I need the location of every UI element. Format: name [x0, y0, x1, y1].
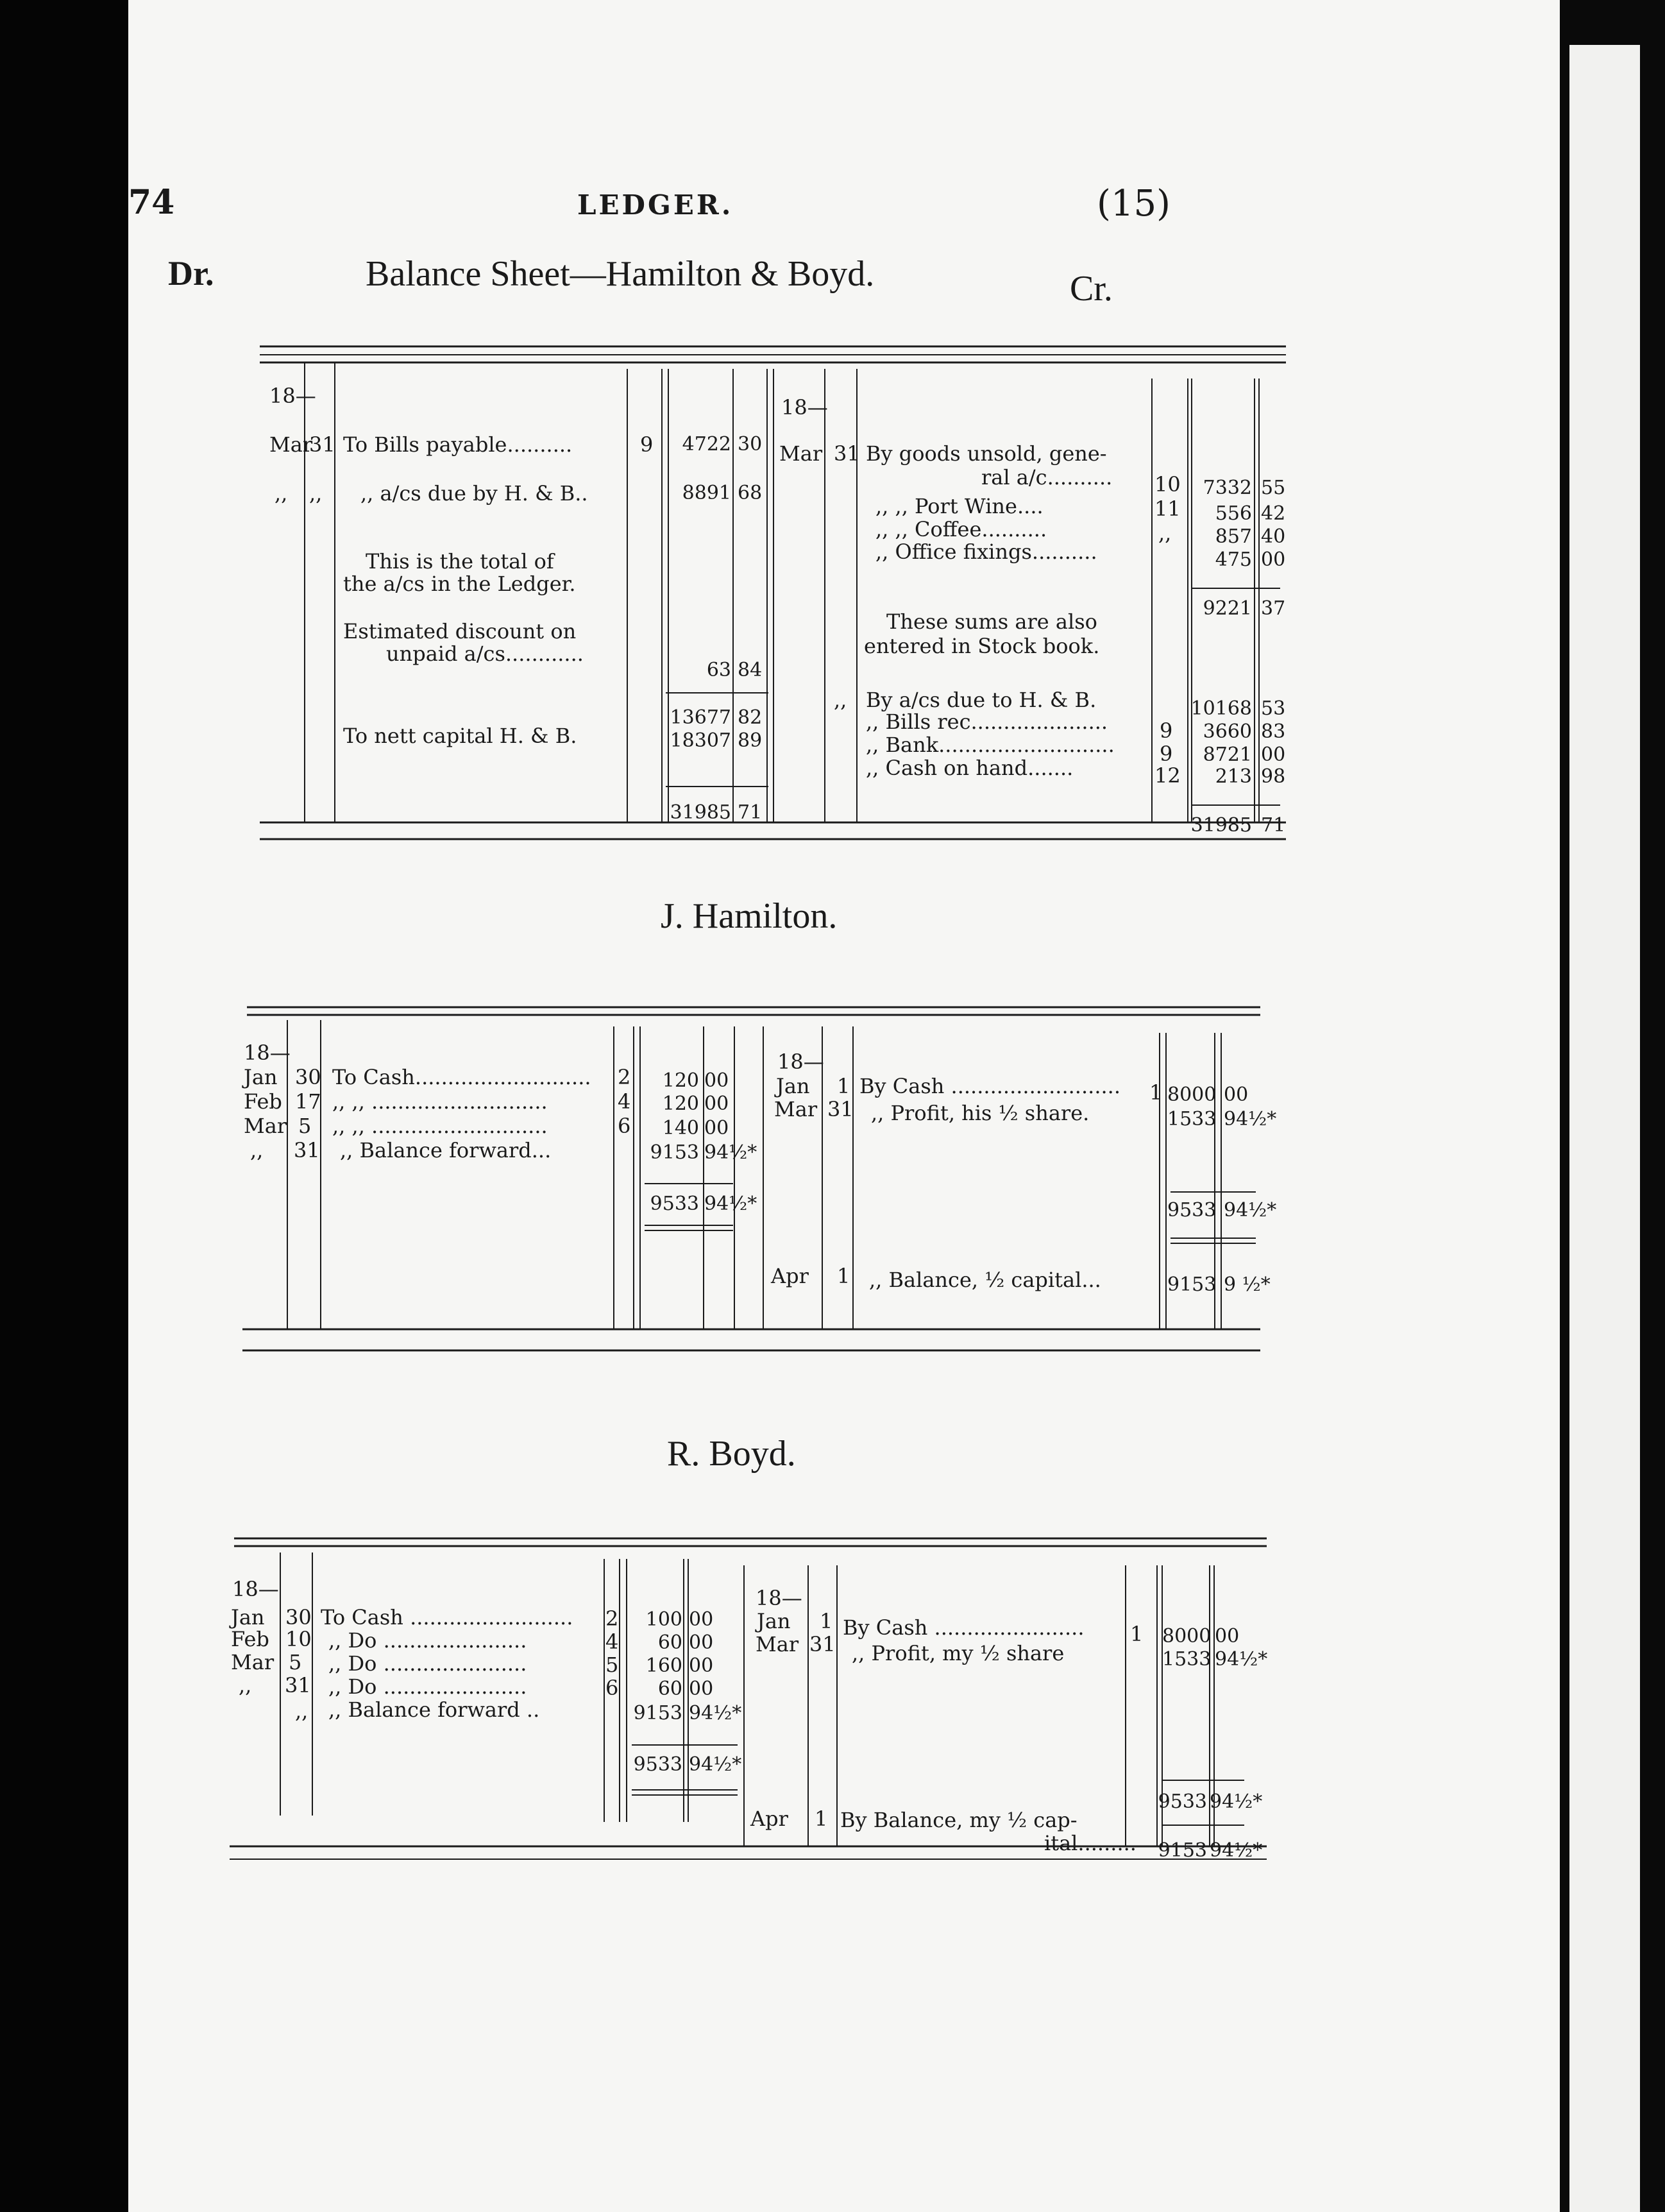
hamilton-credit-month: Mar: [774, 1097, 818, 1121]
hamilton-debit-month: Mar: [244, 1114, 287, 1138]
boyd-debit-fo: 4: [605, 1629, 619, 1654]
boyd-account-title: R. Boyd.: [667, 1434, 796, 1474]
hamilton-balance-month: Apr: [771, 1264, 809, 1288]
hamilton-debit-month: Jan: [244, 1065, 278, 1089]
credit-fo: 10: [1154, 472, 1181, 497]
boyd-credit-cents: 00: [1215, 1625, 1240, 1647]
credit-cents: 42: [1261, 502, 1286, 525]
boyd-balance-day: 1: [815, 1807, 828, 1831]
boyd-debit-fo: 2: [605, 1606, 619, 1631]
credit-cents: 00: [1261, 549, 1286, 571]
discount-note: Estimated discount on: [343, 619, 577, 643]
credit-fo: ,,: [1158, 521, 1172, 545]
hamilton-debit-cents: 00: [704, 1069, 729, 1092]
credit-amount: 3660: [1203, 720, 1252, 743]
hamilton-balance-cents: 9 ½*: [1224, 1273, 1271, 1296]
boyd-credit-amount: 1533: [1162, 1648, 1212, 1671]
hamilton-debit-amount: 120: [662, 1069, 699, 1092]
credit-cents: 83: [1261, 720, 1286, 743]
goods-total-cents: 37: [1261, 597, 1286, 620]
credit-cents: 98: [1261, 765, 1286, 788]
credit-amount: 556: [1215, 502, 1252, 525]
boyd-credit-desc: By Cash .......................: [843, 1615, 1085, 1640]
hamilton-debit-day: 17: [295, 1089, 321, 1114]
credit-desc: ,, Cash on hand.......: [866, 756, 1074, 780]
goods-unsold-desc: By goods unsold, gene-: [866, 441, 1107, 466]
debit-month: ,,: [275, 481, 288, 506]
hamilton-debit-total-amount: 9533: [650, 1193, 699, 1215]
credit-ditto: ,,: [834, 688, 847, 712]
hamilton-debit-amount: 140: [662, 1117, 699, 1139]
stock-book-note: entered in Stock book.: [864, 634, 1100, 658]
hamilton-credit-day: 1: [837, 1074, 850, 1098]
debit-fo: 9: [640, 432, 654, 457]
credit-day: 31: [834, 441, 860, 466]
hamilton-debit-month: Feb: [244, 1089, 282, 1114]
debit-desc: To Bills payable..........: [343, 432, 573, 457]
goods-unsold-desc: ral a/c..........: [981, 465, 1113, 489]
credit-cents: 55: [1261, 477, 1286, 499]
debit-month: Mar: [269, 432, 313, 457]
credit-desc: ,, Bills rec.....................: [866, 710, 1108, 734]
ledger-total-note: This is the total of: [366, 549, 554, 574]
hamilton-balance-desc: ,, Balance, ½ capital...: [869, 1268, 1101, 1292]
page-number: 74: [128, 183, 175, 222]
hamilton-debit-desc: ,, ,, ...........................: [332, 1089, 548, 1114]
hamilton-credit-desc: ,, Profit, his ½ share.: [871, 1101, 1090, 1125]
discount-amount: 63: [706, 659, 731, 681]
credit-amount: 7332: [1203, 477, 1252, 499]
boyd-credit-total-cents: 94½*: [1210, 1791, 1263, 1813]
hamilton-debit-cents: 94½*: [704, 1141, 757, 1164]
boyd-credit-amount: 8000: [1162, 1625, 1212, 1647]
credit-amount: 857: [1215, 525, 1252, 548]
credit-amount: 213: [1215, 765, 1252, 788]
boyd-debit-day: ,,: [295, 1699, 308, 1723]
boyd-credit-day: 1: [820, 1609, 833, 1633]
boyd-debit-desc: To Cash .........................: [321, 1605, 573, 1629]
hamilton-debit-desc: ,, Balance forward...: [340, 1138, 552, 1162]
boyd-debit-day: 10: [285, 1627, 312, 1651]
folio-number: (15): [1097, 183, 1171, 225]
hamilton-debit-day: 31: [294, 1138, 320, 1162]
debit-day: 31: [309, 432, 335, 457]
boyd-debit-cents: 00: [689, 1678, 714, 1700]
hamilton-credit-year: 18—: [777, 1050, 824, 1074]
boyd-balance-desc: By Balance, my ½ cap-: [840, 1808, 1078, 1832]
boyd-credit-total-amount: 9533: [1158, 1791, 1207, 1813]
boyd-debit-year: 18—: [232, 1577, 279, 1601]
boyd-debit-day: 30: [285, 1605, 312, 1629]
debit-amount: 8891: [682, 482, 731, 504]
hamilton-debit-desc: To Cash...........................: [332, 1065, 591, 1089]
credit-cents: 53: [1261, 697, 1286, 720]
hamilton-credit-day: 31: [827, 1097, 854, 1121]
hamilton-debit-desc: ,, ,, ...........................: [332, 1114, 548, 1138]
hamilton-debit-month: ,,: [250, 1138, 264, 1162]
boyd-debit-desc: ,, Do ......................: [328, 1628, 527, 1653]
boyd-credit-desc: ,, Profit, my ½ share: [852, 1641, 1065, 1665]
hamilton-credit-desc: By Cash ..........................: [859, 1074, 1120, 1098]
hamilton-credit-fo: 1: [1149, 1080, 1163, 1105]
debit-marker: Dr.: [168, 254, 214, 293]
hamilton-credit-amount: 1533: [1167, 1108, 1217, 1130]
credit-fo: 11: [1154, 497, 1181, 521]
boyd-credit-year: 18—: [756, 1586, 802, 1610]
subtotal-amount: 13677: [670, 706, 731, 729]
debit-amount: 4722: [682, 433, 731, 455]
boyd-debit-amount: 9153: [633, 1702, 682, 1724]
boyd-debit-desc: ,, Do ......................: [328, 1651, 527, 1676]
hamilton-debit-year: 18—: [244, 1041, 291, 1065]
hamilton-credit-total-amount: 9533: [1167, 1199, 1217, 1221]
hamilton-debit-cents: 00: [704, 1093, 729, 1115]
credit-desc: ,, ,, Port Wine....: [875, 494, 1044, 518]
credit-cents: 00: [1261, 744, 1286, 766]
stock-book-note: These sums are also: [886, 609, 1097, 634]
credit-cents: 40: [1261, 525, 1286, 548]
debit-year: 18—: [269, 384, 316, 408]
credit-amount: 10168: [1190, 697, 1252, 720]
boyd-credit-cents: 94½*: [1215, 1648, 1268, 1671]
boyd-balance-desc: ital.........: [1044, 1831, 1137, 1855]
hamilton-credit-total-cents: 94½*: [1224, 1199, 1277, 1221]
boyd-debit-fo: 6: [605, 1676, 619, 1700]
credit-amount: 8721: [1203, 744, 1252, 766]
boyd-debit-desc: ,, Balance forward ..: [328, 1697, 540, 1722]
hamilton-debit-total-cents: 94½*: [704, 1193, 757, 1215]
debit-cents: 30: [738, 433, 763, 455]
credit-fo: 12: [1154, 763, 1181, 788]
debit-day: ,,: [309, 481, 323, 506]
boyd-credit-fo: 1: [1130, 1622, 1144, 1646]
boyd-debit-cents: 00: [689, 1631, 714, 1654]
discount-cents: 84: [738, 659, 763, 681]
boyd-debit-month: ,,: [239, 1673, 252, 1697]
boyd-debit-month: Mar: [231, 1650, 275, 1674]
hamilton-credit-amount: 8000: [1167, 1084, 1217, 1106]
hamilton-account-title: J. Hamilton.: [661, 896, 838, 936]
hamilton-debit-amount: 9153: [650, 1141, 699, 1164]
credit-fo: 9: [1160, 719, 1173, 743]
boyd-debit-month: Jan: [231, 1605, 265, 1629]
boyd-debit-total-amount: 9533: [633, 1753, 682, 1776]
credit-amount: 475: [1215, 549, 1252, 571]
nett-capital-amount: 18307: [670, 729, 731, 752]
boyd-debit-amount: 60: [657, 1678, 682, 1700]
boyd-debit-total-cents: 94½*: [689, 1753, 742, 1776]
credit-total-cents: 71: [1261, 814, 1286, 837]
ledger-total-note: the a/cs in the Ledger.: [343, 572, 576, 596]
debit-total-amount: 31985: [670, 801, 731, 824]
boyd-debit-cents: 00: [689, 1655, 714, 1677]
balance-sheet-title: Balance Sheet—Hamilton & Boyd.: [366, 254, 875, 294]
hamilton-debit-cents: 00: [704, 1117, 729, 1139]
boyd-debit-cents: 00: [689, 1608, 714, 1631]
credit-total-amount: 31985: [1190, 814, 1252, 837]
hamilton-balance-amount: 9153: [1167, 1273, 1217, 1296]
boyd-debit-amount: 100: [645, 1608, 682, 1631]
debit-total-cents: 71: [738, 801, 763, 824]
discount-note: unpaid a/cs............: [386, 642, 584, 666]
boyd-debit-desc: ,, Do ......................: [328, 1674, 527, 1699]
hamilton-debit-day: 30: [295, 1065, 321, 1089]
hamilton-debit-day: 5: [298, 1114, 312, 1138]
boyd-debit-day: 5: [289, 1650, 302, 1674]
boyd-credit-month: Mar: [756, 1632, 799, 1656]
subtotal-cents: 82: [738, 706, 763, 729]
boyd-debit-amount: 60: [657, 1631, 682, 1654]
running-title: LEDGER.: [577, 189, 734, 221]
boyd-balance-cents: 94½*: [1210, 1839, 1263, 1862]
hamilton-credit-cents: 00: [1224, 1084, 1249, 1106]
credit-desc: ,, ,, Coffee..........: [875, 517, 1047, 541]
boyd-debit-fo: 5: [605, 1653, 619, 1677]
hamilton-credit-month: Jan: [776, 1074, 810, 1098]
debit-desc: ,, a/cs due by H. & B..: [360, 481, 588, 506]
credit-desc: By a/cs due to H. & B.: [866, 688, 1097, 712]
nett-capital-desc: To nett capital H. & B.: [343, 724, 577, 748]
credit-year: 18—: [781, 395, 828, 420]
boyd-balance-amount: 9153: [1158, 1839, 1207, 1862]
boyd-debit-amount: 160: [645, 1655, 682, 1677]
boyd-credit-month: Jan: [757, 1609, 791, 1633]
credit-desc: ,, Office fixings..........: [875, 540, 1097, 564]
goods-total-amount: 9221: [1203, 597, 1252, 620]
credit-fo: 9: [1160, 742, 1173, 766]
boyd-debit-cents: 94½*: [689, 1702, 742, 1724]
hamilton-balance-day: 1: [837, 1264, 850, 1288]
nett-capital-cents: 89: [738, 729, 763, 752]
hamilton-debit-amount: 120: [662, 1093, 699, 1115]
boyd-debit-day: 31: [285, 1673, 311, 1697]
credit-month: Mar: [779, 441, 823, 466]
boyd-balance-month: Apr: [750, 1807, 788, 1831]
boyd-debit-month: Feb: [231, 1627, 269, 1651]
hamilton-debit-fo: 4: [618, 1089, 631, 1114]
credit-marker: Cr.: [1070, 269, 1113, 309]
debit-cents: 68: [738, 482, 763, 504]
boyd-credit-day: 31: [809, 1632, 836, 1656]
hamilton-debit-fo: 2: [618, 1065, 631, 1089]
hamilton-credit-cents: 94½*: [1224, 1108, 1277, 1130]
hamilton-debit-fo: 6: [618, 1114, 631, 1138]
credit-desc: ,, Bank...........................: [866, 733, 1115, 757]
